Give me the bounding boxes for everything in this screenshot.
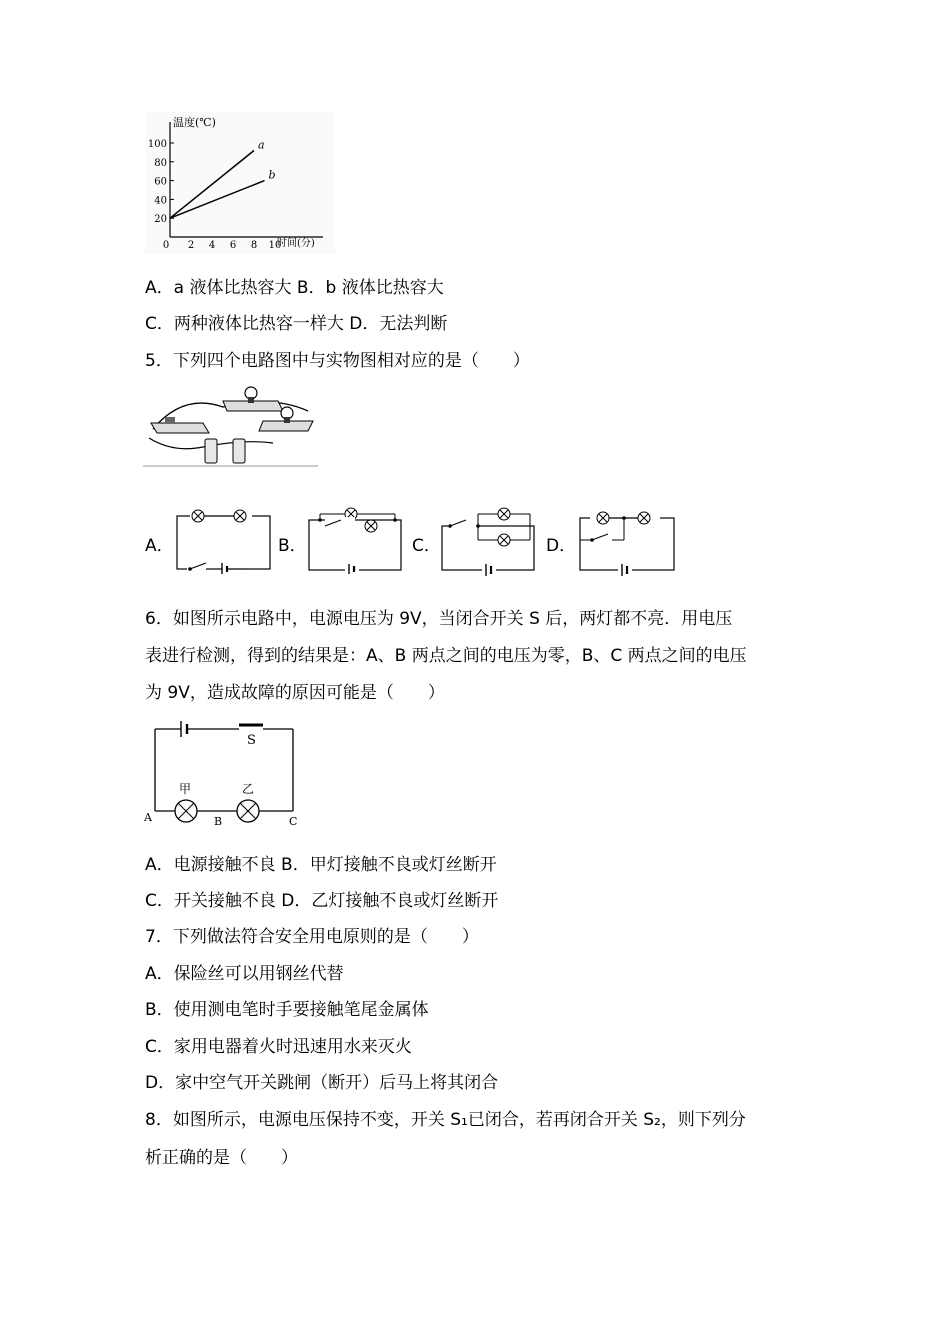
q5-physical-circuit-photo [143,383,318,467]
graph-x-tick-label: 4 [208,240,216,251]
graph-x-axis-label: 时间(分) [277,238,315,249]
q5-option-d-label: D． [546,536,577,556]
q7-option-a: A．保险丝可以用钢丝代替 [145,964,344,984]
q8-stem-line-2: 析正确的是（ ） [145,1148,298,1168]
q5-option-c-label: C． [412,536,441,556]
graph-x-tick-label: 10 [268,240,282,251]
graph-y-tick-label: 100 [147,139,167,150]
q5-option-a-circuit[interactable] [172,508,274,574]
q7-option-c: C．家用电器着火时迅速用水来灭火 [145,1037,412,1057]
q5-option-c-circuit[interactable] [438,506,538,576]
graph-series-label-a: a [258,138,265,152]
q6-switch-label: S [247,733,256,748]
graph-y-tick-label: 40 [154,195,167,207]
graph-y-axis-label: 温度(℃) [173,116,216,129]
q6-lamp-yi-label: 乙 [242,782,255,796]
q6-lamp-jia-label: 甲 [179,782,192,796]
q8-stem-line-1: 8．如图所示，电源电压保持不变，开关 S₁已闭合，若再闭合开关 S₂，则下列分 [145,1110,746,1130]
q6-options-line-2: C．开关接触不良 D．乙灯接触不良或灯丝断开 [145,891,499,911]
graph-x-tick-label: 2 [187,240,195,251]
temperature-time-graph [145,112,335,254]
graph-x-tick-label: 6 [229,240,237,251]
q4-options-line-1: A．a 液体比热容大 B．b 液体比热容大 [145,278,444,298]
q7-option-d: D．家中空气开关跳闸（断开）后马上将其闭合 [145,1073,499,1093]
graph-x-tick-label: 8 [250,240,258,251]
q5-option-d-circuit[interactable] [574,506,678,576]
graph-x-tick-label: 0 [162,240,170,251]
graph-y-tick-label: 60 [154,176,167,188]
q4-options-line-2: C．两种液体比热容一样大 D．无法判断 [145,314,448,334]
q6-circuit-diagram [143,715,303,829]
q6-options-line-1: A．电源接触不良 B．甲灯接触不良或灯丝断开 [145,855,497,875]
q5-stem: 5．下列四个电路图中与实物图相对应的是（ ） [145,351,530,371]
q6-point-b-label: B [214,815,223,828]
q6-stem-line-1: 6．如图所示电路中，电源电压为 9V，当闭合开关 S 后，两灯都不亮．用电压 [145,609,733,629]
q7-stem: 7．下列做法符合安全用电原则的是（ ） [145,927,479,947]
q5-option-b-label: B． [278,536,307,556]
q6-stem-line-3: 为 9V，造成故障的原因可能是（ ） [145,683,445,703]
graph-y-tick-label: 20 [154,214,167,226]
q6-point-a-label: A [144,811,152,824]
q5-option-b-circuit[interactable] [305,506,405,574]
q5-option-a-label: A． [145,536,174,556]
q6-point-c-label: C [289,815,298,828]
q6-stem-line-2: 表进行检测，得到的结果是：A、B 两点之间的电压为零，B、C 两点之间的电压 [145,646,747,666]
graph-series-label-b: b [268,168,276,182]
graph-y-tick-label: 80 [154,157,167,169]
q7-option-b: B．使用测电笔时手要接触笔尾金属体 [145,1000,429,1020]
